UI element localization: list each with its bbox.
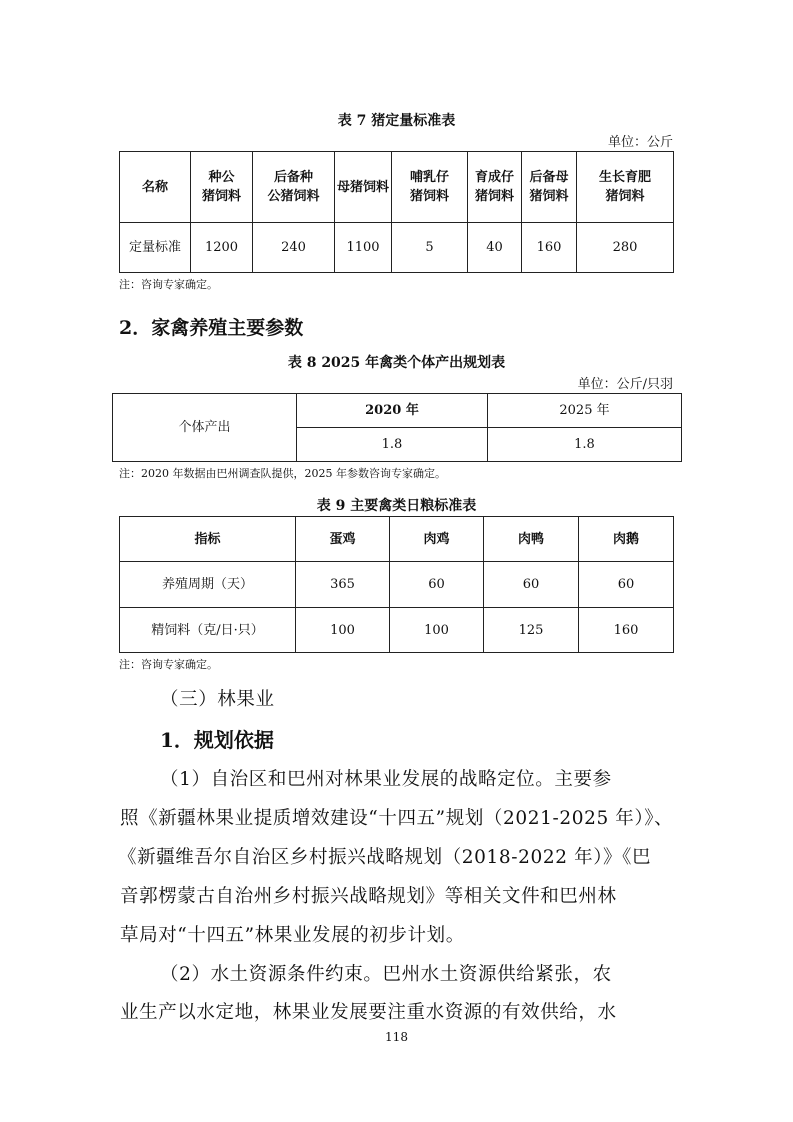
paragraph2-line-1: 业生产以水定地，林果业发展要注重水资源的有效供给，水 bbox=[120, 1002, 617, 1023]
t9-r1-c2: 100 bbox=[390, 608, 484, 653]
table8-unit: 单位：公斤/只羽 bbox=[577, 377, 673, 392]
t9-r1-c4: 160 bbox=[579, 608, 674, 653]
paragraph1-line-1: 照《新疆林果业提质增效建设“十四五”规划（2021-2025 年）》、 bbox=[120, 808, 674, 829]
table7-unit: 单位：公斤 bbox=[607, 135, 673, 150]
page-number: 118 bbox=[385, 1030, 408, 1044]
table9-note: 注：咨询专家确定。 bbox=[119, 658, 218, 671]
paragraph1-line-4: 草局对“十四五”林果业发展的初步计划。 bbox=[120, 925, 465, 946]
table7-caption: 表 7 猪定量标准表 bbox=[337, 113, 456, 129]
table9 bbox=[119, 516, 674, 653]
table8-note: 注：2020 年数据由巴州调查队提供，2025 年参数咨询专家确定。 bbox=[119, 467, 446, 480]
t9-header-1: 蛋鸡 bbox=[296, 517, 390, 562]
t7-header-7: 生长育肥 猪饲料 bbox=[577, 152, 674, 223]
t9-header-0: 指标 bbox=[120, 517, 296, 562]
t9-r0-c1: 365 bbox=[296, 562, 390, 608]
t7-header-4: 哺乳仔 猪饲料 bbox=[392, 152, 468, 223]
t9-r1-c0: 精饲料（克/日·只） bbox=[120, 608, 296, 653]
t7-cell-6: 160 bbox=[522, 223, 577, 273]
t9-r0-c4: 60 bbox=[579, 562, 674, 608]
t7-cell-7: 280 bbox=[577, 223, 674, 273]
t7-header-1: 种公 猪饲料 bbox=[191, 152, 253, 223]
t8-col2-value: 1.8 bbox=[488, 428, 682, 462]
t9-header-3: 肉鸭 bbox=[484, 517, 579, 562]
table8 bbox=[112, 393, 682, 462]
t9-header-2: 肉鸡 bbox=[390, 517, 484, 562]
t8-col1-header: 2020 年 bbox=[297, 394, 488, 428]
t8-col2-header: 2025 年 bbox=[488, 394, 682, 428]
paragraph2-line-0: （2）水土资源条件约束。巴州水土资源供给紧张，农 bbox=[160, 964, 612, 985]
t9-header-4: 肉鹅 bbox=[579, 517, 674, 562]
paragraph1-line-3: 音郭楞蒙古自治州乡村振兴战略规划》等相关文件和巴州林 bbox=[120, 886, 617, 907]
t9-r0-c0: 养殖周期（天） bbox=[120, 562, 296, 608]
t7-header-6: 后备母 猪饲料 bbox=[522, 152, 577, 223]
section3-heading: （三）林果业 bbox=[160, 689, 275, 710]
t7-cell-5: 40 bbox=[468, 223, 522, 273]
table7-note: 注：咨询专家确定。 bbox=[119, 278, 218, 291]
t7-cell-2: 240 bbox=[253, 223, 335, 273]
t8-row-label: 个体产出 bbox=[113, 394, 297, 462]
section2-heading: 2．家禽养殖主要参数 bbox=[119, 317, 304, 339]
paragraph1-line-0: （1）自治区和巴州对林果业发展的战略定位。主要参 bbox=[160, 769, 612, 790]
t7-cell-4: 5 bbox=[392, 223, 468, 273]
table9-caption: 表 9 主要禽类日粮标准表 bbox=[316, 498, 477, 514]
t7-header-0: 名称 bbox=[120, 152, 191, 223]
t7-cell-1: 1200 bbox=[191, 223, 253, 273]
t7-header-3: 母猪饲料 bbox=[335, 152, 392, 223]
t9-r0-c2: 60 bbox=[390, 562, 484, 608]
t8-col1-value: 1.8 bbox=[297, 428, 488, 462]
table7 bbox=[119, 151, 674, 273]
t9-r1-c1: 100 bbox=[296, 608, 390, 653]
paragraph1-line-2: 《新疆维吾尔自治区乡村振兴战略规划（2018-2022 年）》《巴 bbox=[118, 847, 652, 868]
t9-r1-c3: 125 bbox=[484, 608, 579, 653]
t7-header-5: 育成仔 猪饲料 bbox=[468, 152, 522, 223]
t7-cell-3: 1100 bbox=[335, 223, 392, 273]
t7-cell-0: 定量标准 bbox=[120, 223, 191, 273]
table8-caption: 表 8 2025 年禽类个体产出规划表 bbox=[287, 355, 506, 371]
t9-r0-c3: 60 bbox=[484, 562, 579, 608]
t7-header-2: 后备种 公猪饲料 bbox=[253, 152, 335, 223]
subsection1-heading: 1．规划依据 bbox=[160, 728, 274, 752]
